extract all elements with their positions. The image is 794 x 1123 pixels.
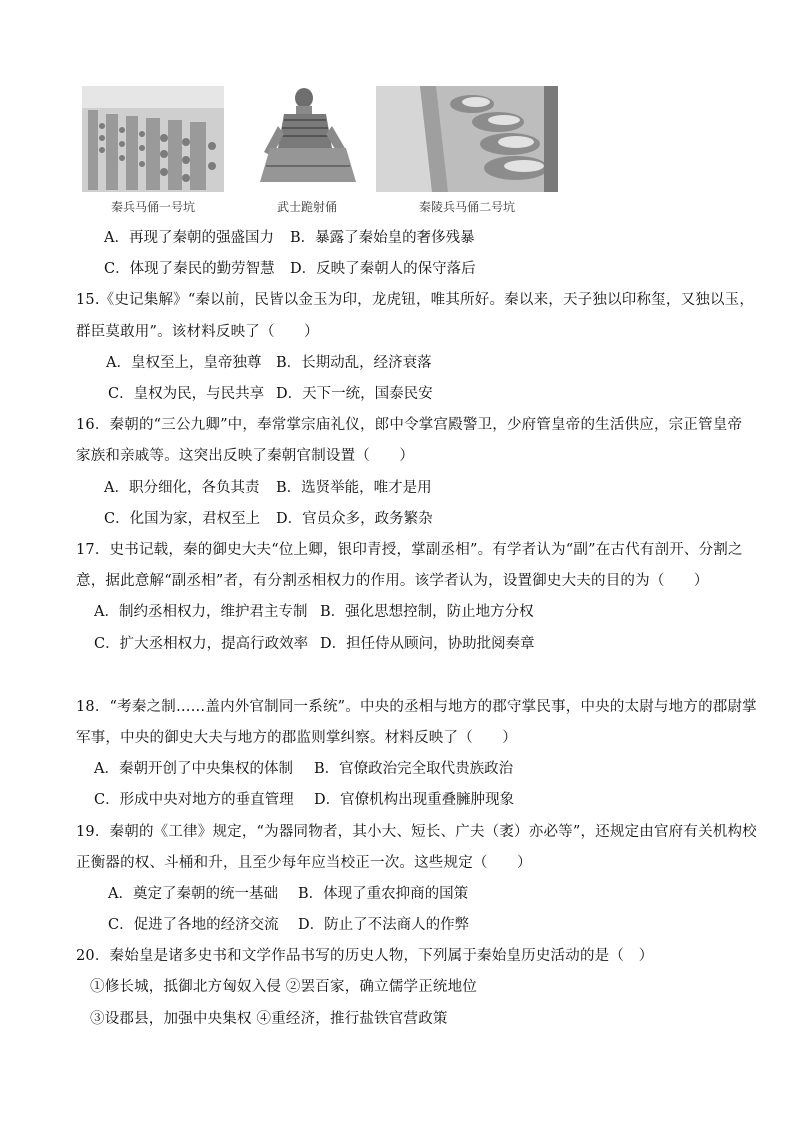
q16-option-a: A．职分细化，各负其责 — [104, 480, 260, 496]
q15-option-c: C．皇权为民，与民共享 — [108, 386, 265, 402]
q17-stem-line1: 17．史书记载，秦的御史大夫“位上卿，银印青授，掌副丞相”。有学者认为“副”在古代有剖开、分割之 — [76, 542, 743, 558]
q18-option-a: A．秦朝开创了中央集权的体制 — [94, 761, 293, 777]
q16-option-d: D．官员众多，政务繁杂 — [276, 511, 433, 527]
q16-option-c: C．化国为家，君权至上 — [104, 511, 261, 527]
q18-stem-line1: 18．“考秦之制……盖内外官制同一系统”。中央的丞相与地方的郡守掌民事，中央的太尉与地方的郡尉掌 — [76, 699, 757, 715]
q20-item-line2: ③设郡县，加强中央集权 ④重经济，推行盐铁官营政策 — [90, 1011, 448, 1027]
q18-option-b: B．官僚政治完全取代贵族政治 — [314, 761, 514, 777]
q19-option-b: B．体现了重农抑商的国策 — [298, 886, 469, 902]
q15-option-a: A．皇权至上，皇帝独尊 — [106, 355, 262, 371]
kneeling-archer-photo — [246, 86, 368, 192]
figure-caption: 秦兵马俑一号坑 — [110, 200, 195, 214]
q20-item-line1: ①修长城，抵御北方匈奴入侵 ②罢百家，确立儒学正统地位 — [90, 979, 478, 995]
q14-option-b: B．暴露了秦始皇的奢侈残暴 — [290, 230, 475, 246]
q15-option-d: D．天下一统，国泰民安 — [276, 386, 433, 402]
q17-option-d: D．担任侍从顾问，协助批阅奏章 — [320, 636, 535, 652]
pit-one-photo — [82, 86, 224, 192]
q15-stem-line2: 群臣莫敢用”。该材料反映了（ ） — [76, 324, 319, 340]
q16-stem-line2: 家族和亲戚等。这突出反映了秦朝官制设置（ ） — [76, 448, 415, 464]
q18-option-c: C．形成中央对地方的垂直管理 — [94, 792, 294, 808]
q14-option-d: D．反映了秦朝人的保守落后 — [290, 261, 476, 277]
figure-caption: 武士跪射俑 — [276, 200, 337, 214]
q20-stem-line1: 20．秦始皇是诸多史书和文学作品书写的历史人物，下列属于秦始皇历史活动的是（ ） — [76, 948, 654, 964]
q14-option-a: A．再现了秦朝的强盛国力 — [104, 230, 274, 246]
q18-stem-line2: 军事，中央的御史大夫与地方的郡监则掌纠察。材料反映了（ ） — [76, 730, 517, 746]
q19-stem-line2: 正衡器的权、斗桶和升，且至少每年应当校正一次。这些规定（ ） — [76, 855, 532, 871]
q16-stem-line1: 16．秦朝的“三公九卿”中，奉常掌宗庙礼仪，郎中令掌宫殿警卫，少府管皇帝的生活供应，宗正管皇帝 — [76, 417, 743, 433]
q16-option-b: B．选贤举能，唯才是用 — [276, 480, 432, 496]
q14-option-c: C．体现了秦民的勤劳智慧 — [104, 261, 275, 277]
q19-stem-line1: 19．秦朝的《工律》规定，“为器同物者，其小大、短长、广夫（袤）亦必等”，还规定由官府有关机构校 — [76, 824, 757, 840]
pit-two-photo — [376, 86, 558, 192]
q15-stem-line1: 15.《史记集解》“秦以前，民皆以金玉为印，龙虎钮，唯其所好。秦以来，天子独以印称玺，又独以玉， — [76, 292, 755, 308]
figure-pit-one — [82, 86, 224, 214]
figure-caption: 秦陵兵马俑二号坑 — [418, 200, 515, 214]
q18-option-d: D．官僚机构出现重叠臃肿现象 — [314, 792, 515, 808]
q17-option-c: C．扩大丞相权力，提高行政效率 — [94, 636, 309, 652]
q19-option-c: C．促进了各地的经济交流 — [108, 917, 279, 933]
q17-stem-line2: 意，据此意解“副丞相”者，有分割丞相权力的作用。该学者认为，设置御史大夫的目的为（ ） — [76, 573, 709, 589]
q17-option-b: B．强化思想控制，防止地方分权 — [320, 604, 534, 620]
q17-option-a: A．制约丞相权力，维护君主专制 — [94, 604, 308, 620]
q15-option-b: B．长期动乱，经济衰落 — [276, 355, 432, 371]
q19-option-a: A．奠定了秦朝的统一基础 — [108, 886, 278, 902]
q19-option-d: D．防止了不法商人的作弊 — [298, 917, 470, 933]
figure-kneeling-archer — [246, 86, 368, 214]
figure-pit-two — [376, 86, 558, 214]
